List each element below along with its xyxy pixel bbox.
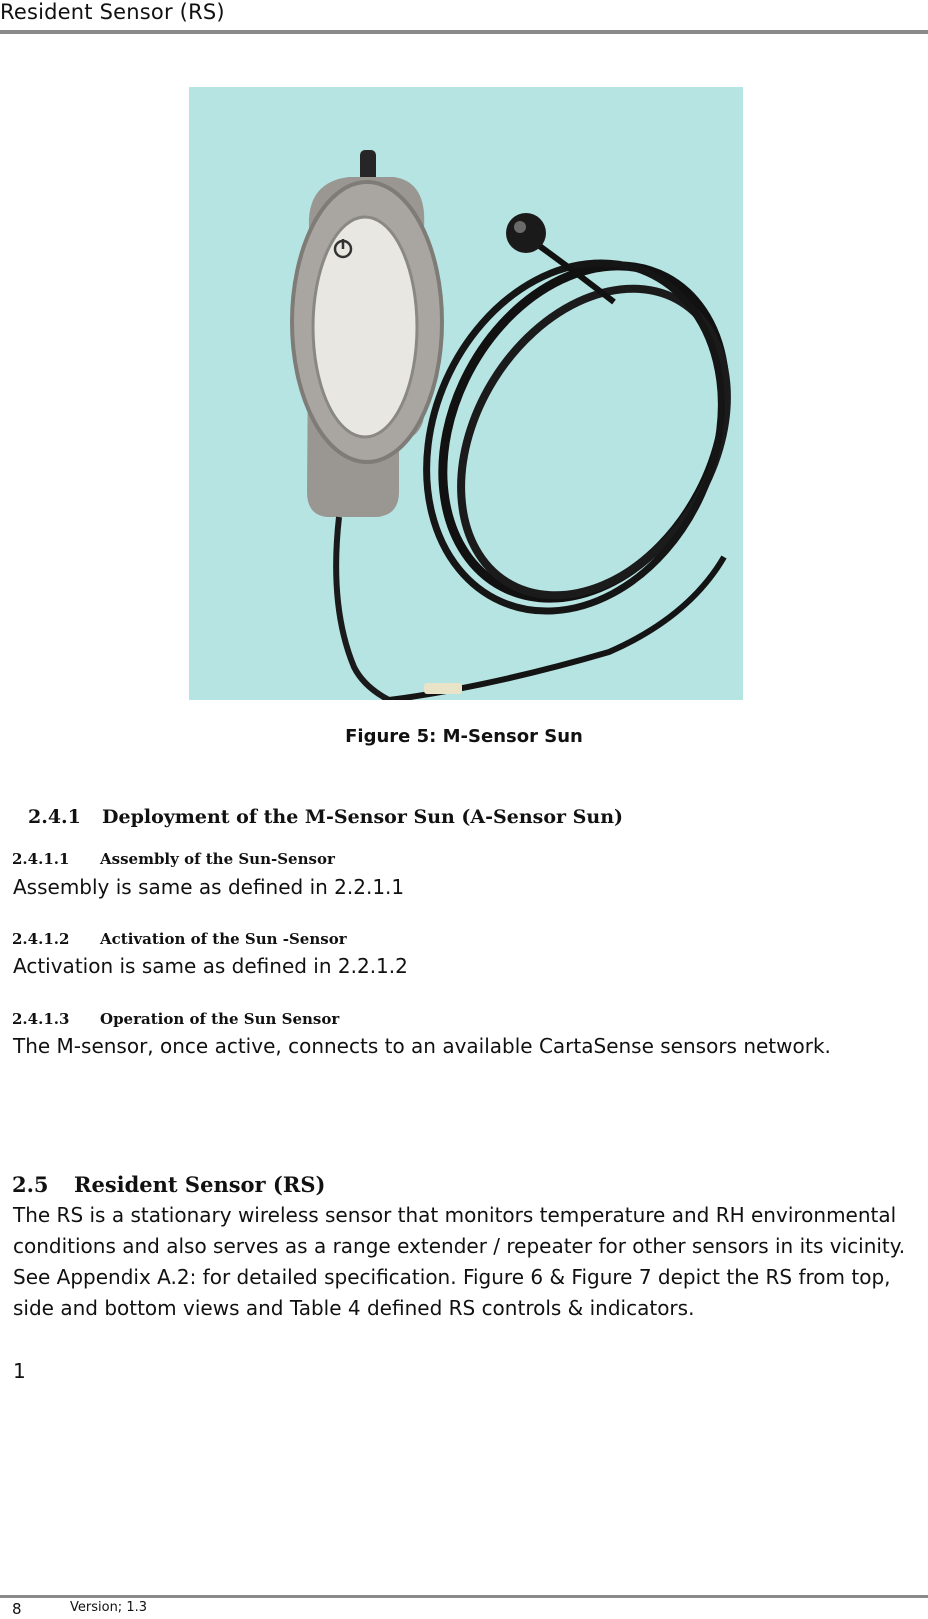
resident-sensor-paragraph: The RS is a stationary wireless sensor that monitors temperature and RH environmental conditions and also serves as a range extender / repeater for other sensors in its vicinity. See Appendix A.2: for detailed specification. Figure 6 & Figure 7 depict the RS from top, side and bottom views and Table 4 defined RS controls & indicators.: [13, 1203, 906, 1320]
section-heading-2-4-1-1: [12, 850, 335, 868]
section-heading-2-4-1: [28, 806, 623, 828]
figure-caption: Figure 5: M-Sensor Sun: [345, 726, 583, 747]
section-title: Operation of the Sun Sensor: [100, 1010, 340, 1028]
operation-paragraph: The M-sensor, once active, connects to an available CartaSense sensors network.: [13, 1034, 831, 1058]
section-title: Activation of the Sun -Sensor: [100, 930, 347, 948]
assembly-paragraph: Assembly is same as defined in 2.2.1.1: [13, 875, 405, 899]
section-heading-2-4-1-2: [12, 930, 347, 948]
footer-divider: [0, 1595, 928, 1598]
version-label: Version; 1.3: [70, 1600, 147, 1615]
running-header-title: Resident Sensor (RS): [0, 0, 225, 24]
header-divider: [0, 30, 928, 34]
section-title: Resident Sensor (RS): [74, 1172, 326, 1197]
stray-number: 1: [13, 1359, 26, 1383]
section-number: 2.4.1.2: [12, 930, 70, 948]
section-number: 2.5: [12, 1172, 49, 1197]
section-title: Deployment of the M-Sensor Sun (A-Sensor Sun): [102, 806, 624, 828]
activation-paragraph: Activation is same as defined in 2.2.1.2: [13, 954, 408, 978]
section-heading-2-5: [12, 1172, 325, 1197]
section-number: 2.4.1: [28, 806, 81, 828]
section-number: 2.4.1.3: [12, 1010, 70, 1028]
section-heading-2-4-1-3: [12, 1010, 339, 1028]
page-number: 8: [12, 1600, 22, 1618]
section-title: Assembly of the Sun-Sensor: [100, 850, 335, 868]
section-number: 2.4.1.1: [12, 850, 70, 868]
m-sensor-sun-photo: [189, 87, 743, 700]
